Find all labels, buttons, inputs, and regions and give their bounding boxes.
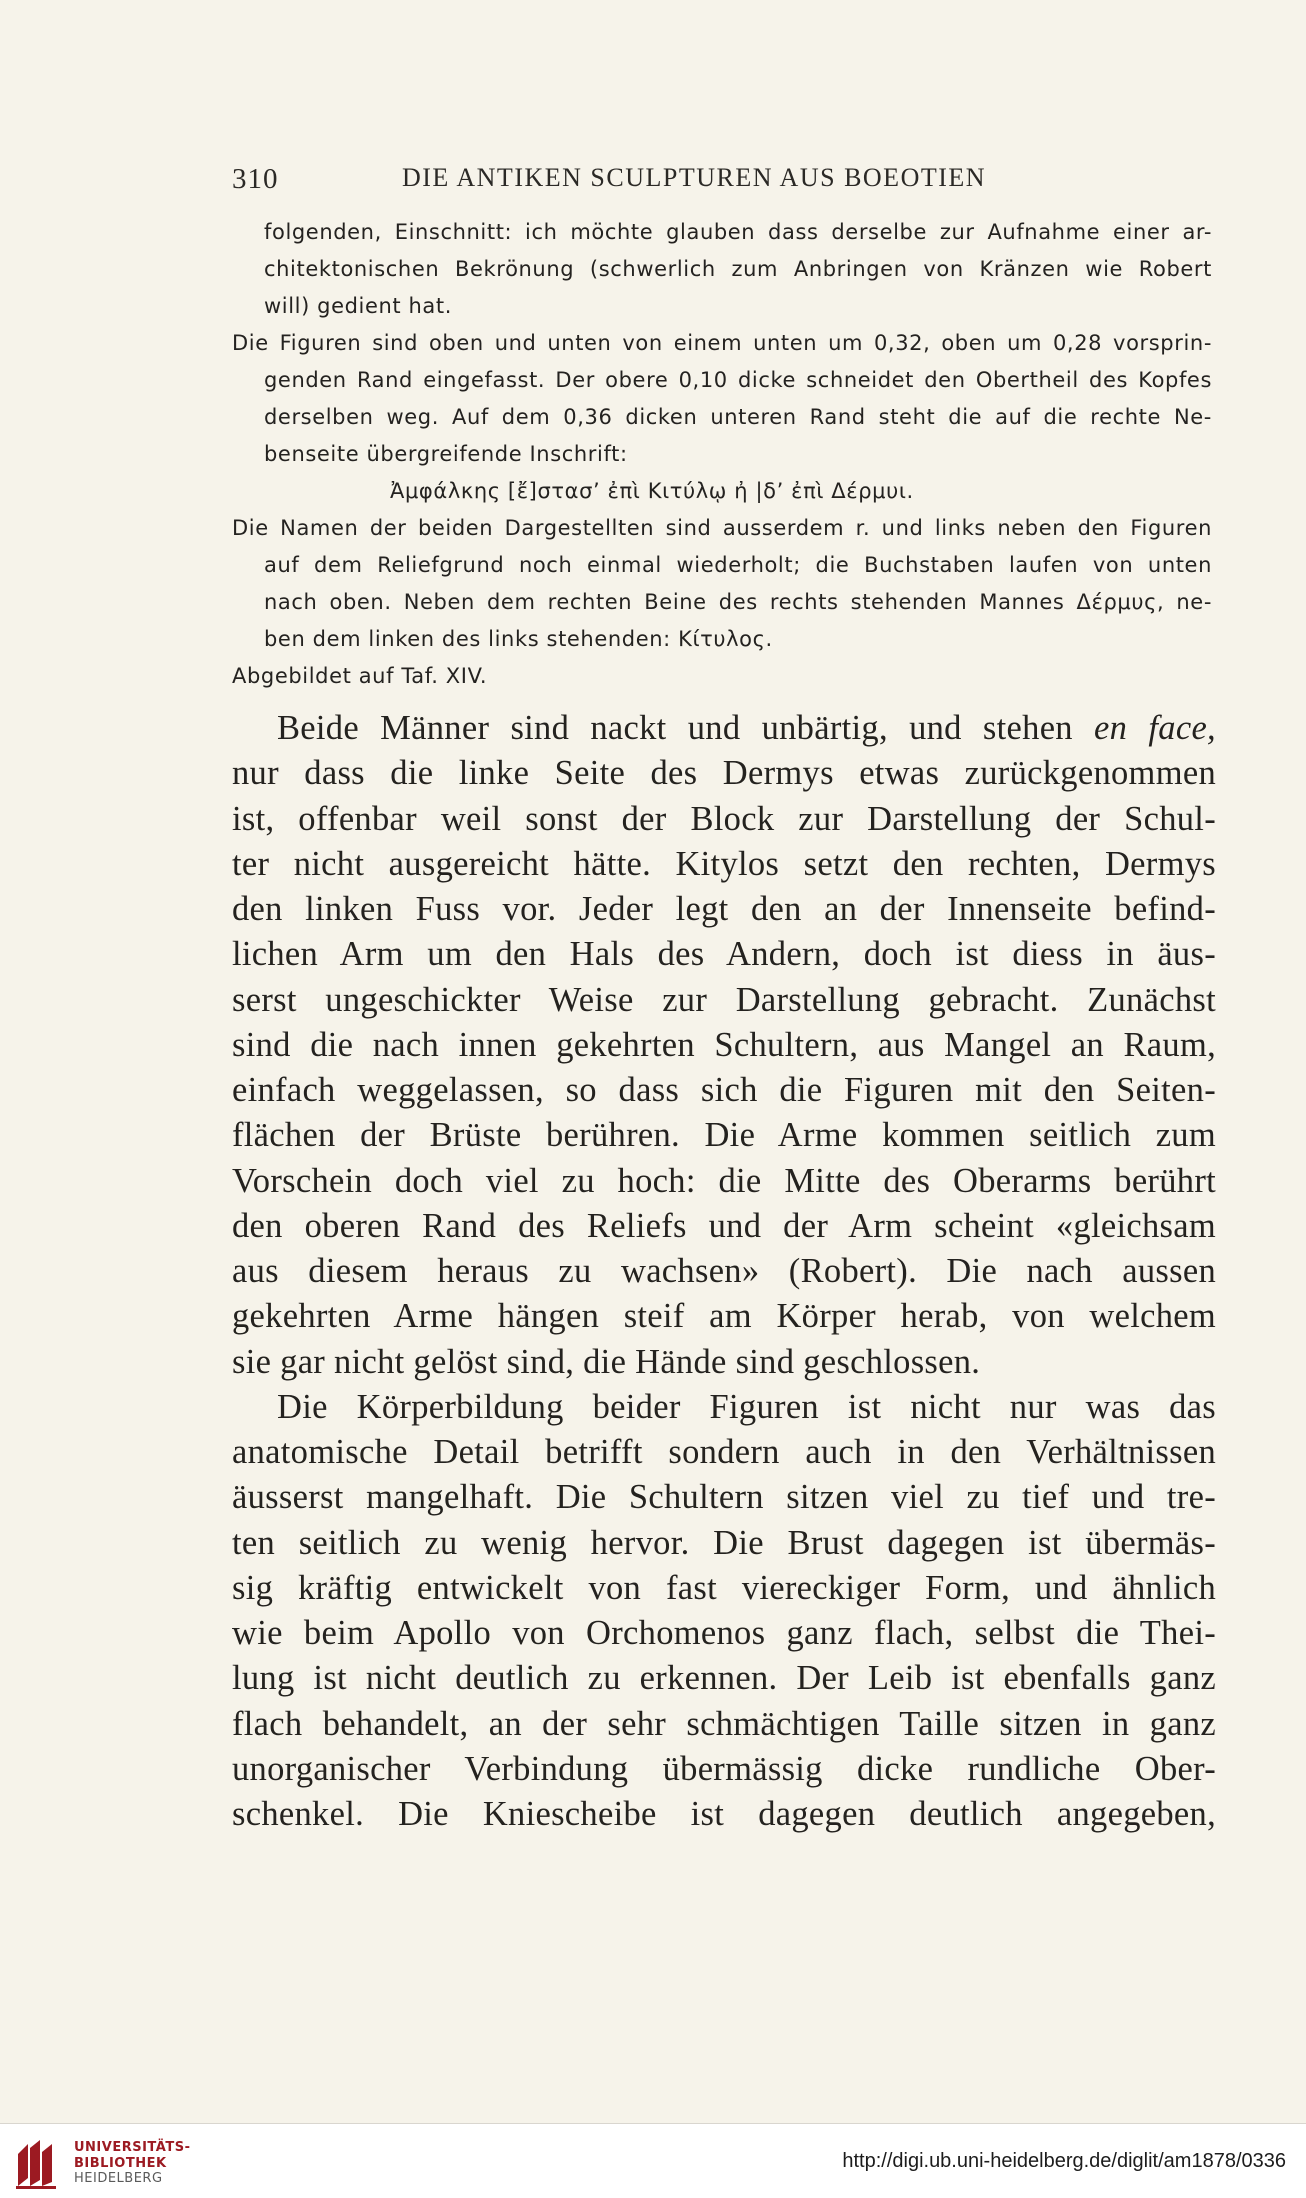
greek-inscription: Ἀμφάλκης [ἔ]στασ’ ἐπὶ Κιτύλῳ ἠ |δ’ ἐπὶ Δέρμυι. (390, 479, 914, 503)
body-line: flach behandelt, an der sehr schmächtigen Taille sitzen in ganz (232, 1704, 1216, 1743)
note-line: ben dem linken des links stehenden: Κίτυλος. (264, 627, 773, 651)
running-title: DIE ANTIKEN SCULPTUREN AUS BOEOTIEN (402, 163, 987, 192)
note-line: Abgebildet auf Taf. XIV. (232, 664, 488, 688)
library-name-line1: UNIVERSITÄTS- (74, 2140, 191, 2155)
note-line: auf dem Reliefgrund noch einmal wiederholt; die Buchstaben laufen von unten (264, 553, 1212, 577)
body-line: anatomische Detail betrifft sondern auch in den Verhältnissen (232, 1433, 1216, 1471)
note-line: benseite übergreifende Inschrift: (264, 442, 628, 466)
note-line: will) gedient hat. (264, 294, 452, 318)
library-name-line2: BIBLIOTHEK (74, 2155, 167, 2171)
body-line: sind die nach innen gekehrten Schultern, aus Mangel an Raum, (232, 1025, 1216, 1064)
note-line: folgenden, Einschnitt: ich möchte glauben dass derselbe zur Aufnahme einer ar- (264, 220, 1212, 244)
body-line: äusserst mangelhaft. Die Schultern sitzen viel zu tief und tre- (232, 1478, 1216, 1517)
note-line: derselben weg. Auf dem 0,36 dicken unteren Rand steht die auf die rechte Ne- (264, 405, 1212, 429)
note-line: Die Namen der beiden Dargestellten sind ausserdem r. und links neben den Figuren (232, 516, 1212, 540)
note-line: chitektonischen Bekrönung (schwerlich zum Anbringen von Kränzen wie Robert (264, 257, 1212, 281)
body-line: den linken Fuss vor. Jeder legt den an der Innenseite befind- (232, 890, 1216, 928)
library-name-line3: HEIDELBERG (74, 2171, 163, 2186)
body-line: gekehrten Arme hängen steif am Körper herab, von welchem (232, 1297, 1216, 1336)
body-line: lung ist nicht deutlich zu erkennen. Der Leib ist ebenfalls ganz (232, 1659, 1216, 1698)
body-line: lichen Arm um den Hals des Andern, doch ist diess in äus- (232, 935, 1216, 974)
library-logo-icon (14, 2138, 58, 2190)
body-line: einfach weggelassen, so dass sich die Figuren mit den Seiten- (232, 1071, 1216, 1109)
body-line-first (277, 706, 1216, 751)
italic-en-face: en face, (1094, 709, 1216, 747)
note-line: nach oben. Neben dem rechten Beine des rechts stehenden Mannes Δέρμυς, ne- (264, 590, 1212, 614)
body-line: nur dass die linke Seite des Dermys etwas zurückgenommen (232, 754, 1216, 793)
body-line: ten seitlich zu wenig hervor. Die Brust dagegen ist übermäs- (232, 1523, 1216, 1562)
body-line: ter nicht ausgereicht hätte. Kitylos setzt den rechten, Dermys (232, 844, 1216, 883)
body-line: flächen der Brüste berühren. Die Arme kommen seitlich zum (232, 1116, 1216, 1155)
body-line: schenkel. Die Kniescheibe ist dagegen deutlich angegeben, (232, 1795, 1216, 1833)
source-url[interactable]: http://digi.ub.uni-heidelberg.de/diglit/am1878/0336 (842, 2150, 1286, 2172)
body-line-first: Die Körperbildung beider Figuren ist nicht nur was das (277, 1387, 1216, 1426)
body-line-first-text: Beide Männer sind nackt und unbärtig, und stehen (277, 709, 1095, 747)
note-line: genden Rand eingefasst. Der obere 0,10 dicke schneidet den Obertheil des Kopfes (264, 368, 1212, 392)
body-line: ist, offenbar weil sonst der Block zur Darstellung der Schul- (232, 799, 1216, 838)
body-line: sig kräftig entwickelt von fast viereckiger Form, und ähnlich (232, 1568, 1216, 1607)
body-line: Vorschein doch viel zu hoch: die Mitte des Oberarms berührt (232, 1161, 1216, 1200)
body-line: serst ungeschickter Weise zur Darstellung gebracht. Zunächst (232, 980, 1216, 1019)
note-line: Die Figuren sind oben und unten von einem unten um 0,32, oben um 0,28 vorsprin- (232, 331, 1212, 355)
body-line: unorganischer Verbindung übermässig dicke rundliche Ober- (232, 1749, 1216, 1788)
library-name (74, 2140, 274, 2187)
running-header (232, 163, 1044, 203)
page-number: 310 (232, 163, 279, 195)
body-line-last: sie gar nicht gelöst sind, die Hände sind geschlossen. (232, 1342, 981, 1381)
body-line: den oberen Rand des Reliefs und der Arm scheint «gleichsam (232, 1206, 1216, 1245)
footer-bar (0, 2124, 1306, 2198)
body-line: wie beim Apollo von Orchomenos ganz flach, selbst die Thei- (232, 1614, 1216, 1652)
body-line: aus diesem heraus zu wachsen» (Robert). Die nach aussen (232, 1252, 1216, 1290)
